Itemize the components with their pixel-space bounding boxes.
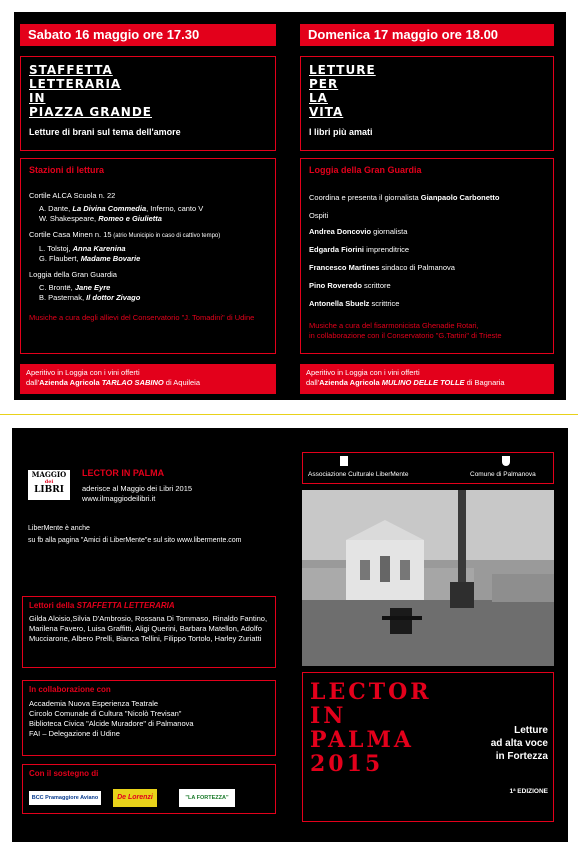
coordinator-line: Coordina e presenta il giornalista Gianpaolo Carbonetto — [309, 193, 500, 202]
saturday-date-bar — [20, 24, 276, 46]
sunday-music-line2: in collaborazione con il Conservatorio "G.Tartini" di Trieste — [309, 331, 502, 340]
sostegno-heading: Con il sostegno di — [29, 769, 99, 778]
staffetta-subtitle: Letture di brani sul tema dell'amore — [29, 127, 181, 137]
lettori-list: Gilda Aloisio,Silvia D'Ambrosio, Rossana Di Tommaso, Rinaldo Fantino, Marilena Favero, Luisa Graffitti, Aligi Querini, Barbara Matellon, Adolfo Mucciarone, Albero Prelli, Bianca Tellini, Filippo Tortolo, Harley Zuriatti — [29, 614, 268, 643]
guest-item: Francesco Martines sindaco di Palmanova — [309, 263, 455, 272]
tagline-line2: ad alta voce — [490, 738, 548, 749]
collab-item: Biblioteca Civica "Alcide Muradore" di Palmanova — [29, 719, 194, 728]
sponsor-delorenzi-logo: De Lorenzi — [113, 789, 157, 807]
sostegno-box — [22, 764, 276, 814]
sunday-aperitivo-line2: dall'Azienda Agricola MULINO DELLE TOLLE di Bagnaria — [306, 378, 505, 387]
station-reading: L. Tolstoj, Anna Karenina — [39, 244, 126, 253]
sunday-date-bar — [300, 24, 554, 46]
piazza-photo — [302, 490, 554, 666]
guests-label: Ospiti — [309, 211, 329, 220]
staffetta-title-box — [20, 56, 276, 151]
edition-label: 1ª EDIZIONE — [509, 788, 548, 795]
aderisce-text: aderisce al Maggio dei Libri 2015 — [82, 484, 193, 493]
saturday-music-note: Musiche a cura degli allievi del Conservatorio "J. Tomadini" di Udine — [29, 313, 255, 322]
piazza-illustration — [302, 490, 554, 666]
sponsor-bcc-logo: BCC Pramaggiore Aviano — [29, 791, 101, 805]
saturday-aperitivo-box — [20, 364, 276, 394]
station-place: Loggia della Gran Guardia — [29, 270, 117, 279]
station-reading: B. Pasternak, Il dottor Zivago — [39, 293, 141, 302]
stations-heading: Stazioni di lettura — [29, 165, 105, 175]
palmanova-crest-icon — [502, 456, 510, 466]
station-reading: A. Dante, La Divina Commedia, Inferno, canto V — [39, 204, 204, 213]
letture-subtitle: I libri più amati — [309, 127, 373, 137]
stations-box — [20, 158, 276, 354]
maggio-website[interactable]: www.ilmaggiodeilibri.it — [82, 494, 156, 503]
guest-item: Pino Roveredo scrittore — [309, 281, 391, 290]
sunday-aperitivo-box — [300, 364, 554, 394]
saturday-aperitivo-line2: dall'Azienda Agricola TARLAO SABINO di Aquileia — [26, 378, 200, 387]
collaborazione-heading: In collaborazione con — [29, 685, 111, 694]
associazione-label: Associazione Culturale LiberMente — [308, 471, 409, 478]
station-reading: W. Shakespeare, Romeo e Giulietta — [39, 214, 162, 223]
saturday-aperitivo-line1: Aperitivo in Loggia con i vini offerti — [26, 368, 140, 377]
guest-item: Andrea Doncovio giornalista — [309, 227, 408, 236]
station-reading: G. Flaubert, Madame Bovarie — [39, 254, 141, 263]
tagline-line1: Letture — [514, 725, 548, 736]
letture-title: LETTURE PER LA VITA — [309, 63, 376, 119]
lettori-heading: Lettori della STAFFETTA LETTERARIA — [29, 601, 175, 610]
tagline-line3: in Fortezza — [495, 751, 548, 762]
sunday-music-line1: Musiche a cura del fisarmonicista Ghenadie Rotari, — [309, 321, 479, 330]
sponsor-lafortezza-logo: "LA FORTEZZA" — [179, 789, 235, 807]
collaborazione-box — [22, 680, 276, 756]
staffetta-title: STAFFETTA LETTERARIA IN PIAZZA GRANDE — [29, 63, 152, 119]
collab-item: Circolo Comunale di Cultura "Nicolò Trevisan" — [29, 709, 182, 718]
letture-title-box — [300, 56, 554, 151]
libermente-line2: su fb alla pagina "Amici di LiberMente"e sul sito www.libermente.com — [28, 537, 242, 544]
comune-label: Comune di Palmanova — [470, 471, 536, 478]
station-reading: C. Brontë, Jane Eyre — [39, 283, 111, 292]
collab-item: FAI – Delegazione di Udine — [29, 729, 120, 738]
lector-heading: LECTOR IN PALMA — [82, 468, 165, 478]
station-place: Cortile ALCA Scuola n. 22 — [29, 191, 116, 200]
libermente-emblem-icon — [340, 456, 348, 466]
lettori-box — [22, 596, 276, 668]
cover-title: LECTOR IN PALMA 2015 — [310, 679, 432, 777]
guest-item: Antonella Sbuelz scrittrice — [309, 299, 400, 308]
fold-line — [0, 414, 578, 415]
libermente-line1: LiberMente è anche — [28, 525, 90, 532]
collab-item: Accademia Nuova Esperienza Teatrale — [29, 699, 159, 708]
saturday-date: Sabato 16 maggio ore 17.30 — [28, 27, 200, 42]
loggia-heading: Loggia della Gran Guardia — [309, 165, 422, 175]
guests-box — [300, 158, 554, 354]
sunday-aperitivo-line1: Aperitivo in Loggia con i vini offerti — [306, 368, 420, 377]
guest-item: Edgarda Fiorini imprenditrice — [309, 245, 410, 254]
sunday-date: Domenica 17 maggio ore 18.00 — [308, 27, 499, 42]
station-place: Cortile Casa Minen n. 15 (atrio Municipio in caso di cattivo tempo) — [29, 230, 221, 239]
maggio-dei-libri-logo: MAGGIO dei LIBRI — [28, 470, 70, 500]
